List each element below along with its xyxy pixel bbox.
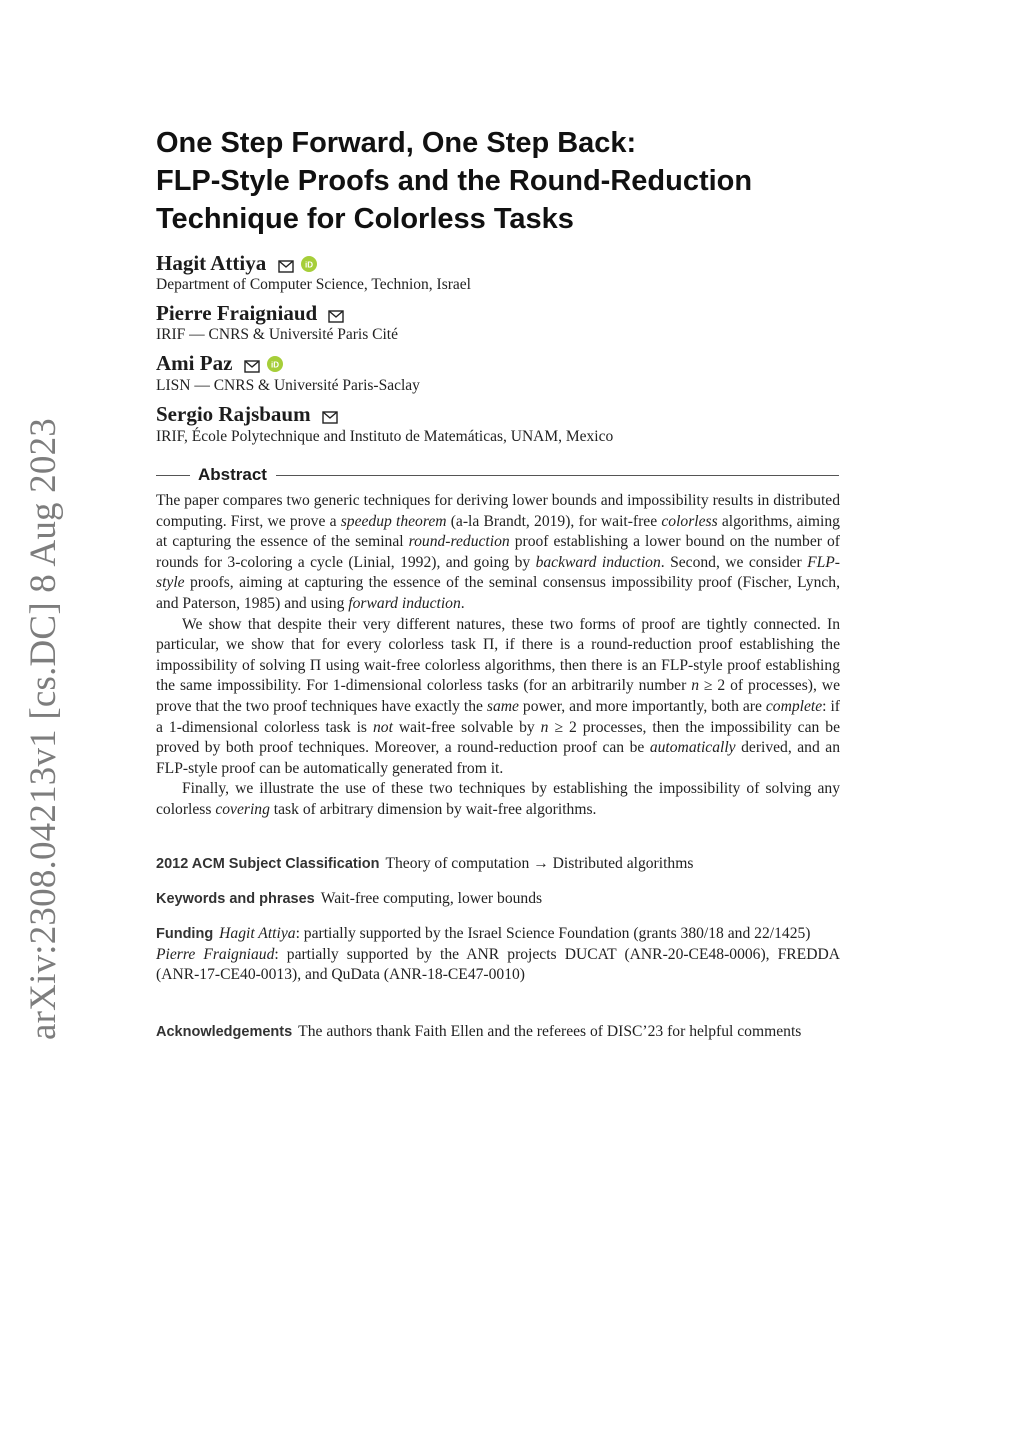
author-name bbox=[156, 402, 338, 428]
title-line-2: FLP-Style Proofs and the Round-Reduction bbox=[156, 165, 753, 197]
abstract-paragraph-3: Finally, we illustrate the use of these two techniques by establishing the impossibility of solving any colorless covering task of arbitrary dimension by wait-free algorithms. bbox=[156, 780, 840, 818]
abstract-rule-right bbox=[276, 475, 839, 476]
acm-classification bbox=[156, 854, 840, 875]
arxiv-identifier: arXiv:2308.04213v1 [cs.DC] 8 Aug 2023 bbox=[23, 418, 64, 1040]
author-3-name: Ami Paz bbox=[156, 351, 233, 375]
envelope-icon[interactable] bbox=[328, 310, 344, 323]
orcid-icon[interactable] bbox=[267, 356, 283, 372]
envelope-icon[interactable] bbox=[322, 411, 338, 424]
author-name bbox=[156, 351, 283, 377]
abstract-paragraph-2: We show that despite their very different natures, these two forms of proof are tightly connected. In particular, we show that for every colorless task Π, if there is a round-reduction proof establishing the impossibility of solving Π using wait-free colorless algorithms, then there is an FLP-style proof establishing the same impossibility. For 1-dimensional colorless tasks (for an arbitrarily number n ≥ 2 of processes), we prove that the two proof techniques have exactly the same power, and more importantly, both are complete: if a 1-dimensional colorless task is not wait-free solvable by n ≥ 2 processes, then the impossibility can be proved by both proof techniques. Moreover, a round-reduction proof can be automatically derived, and an FLP-style proof can be automatically generated from it. bbox=[156, 615, 841, 777]
keywords bbox=[156, 889, 840, 910]
author-1-affiliation: Department of Computer Science, Technion, Israel bbox=[156, 276, 471, 293]
funding-entry-1: Funding Hagit Attiya: partially supported by the Israel Science Foundation (grants 380/18 and 22/1425) bbox=[156, 925, 811, 942]
abstract-rule-left bbox=[156, 475, 190, 476]
funding bbox=[156, 924, 840, 986]
abstract-paragraph-1: The paper compares two generic techniques for deriving lower bounds and impossibility results in distributed computing. First, we prove a speedup theorem (a-la Brandt, 2019), for wait-free colorless algorithms, aiming at capturing the essence of the seminal round-reduction proof establishing a lower bound on the number of rounds for 3-coloring a cycle (Linial, 1992), and going by backward induction. Second, we consider FLP-style proofs, aiming at capturing the essence of the seminal consensus impossibility proof (Fischer, Lynch, and Paterson, 1985) and using forward induction. bbox=[156, 492, 840, 612]
acknowledgements-label: Acknowledgements bbox=[156, 1024, 293, 1040]
envelope-icon[interactable] bbox=[244, 360, 260, 373]
acknowledgements-text: The authors thank Faith Ellen and the referees of DISC’23 for helpful comments bbox=[298, 1023, 802, 1040]
orcid-icon[interactable] bbox=[301, 256, 317, 272]
author-2-name: Pierre Fraigniaud bbox=[156, 301, 318, 325]
abstract-heading: Abstract bbox=[198, 463, 267, 487]
keywords-label: Keywords and phrases bbox=[156, 891, 315, 907]
author-3-affiliation: LISN — CNRS & Université Paris-Saclay bbox=[156, 377, 420, 394]
svg-text:iD: iD bbox=[304, 260, 313, 270]
abstract-body bbox=[156, 491, 840, 821]
author-4-affiliation: IRIF, École Polytechnique and Instituto de Matemáticas, UNAM, Mexico bbox=[156, 428, 614, 445]
svg-text:iD: iD bbox=[270, 360, 279, 370]
acknowledgements bbox=[156, 1022, 840, 1043]
title-line-1: One Step Forward, One Step Back: bbox=[156, 127, 637, 159]
acm-text: Theory of computation → Distributed algorithms bbox=[385, 855, 694, 872]
funding-label: Funding bbox=[156, 926, 214, 942]
funding-entry-2: Pierre Fraigniaud: partially supported by the ANR projects DUCAT (ANR-20-CE48-0006), FREDDA (ANR-17-CE40-0013), and QuData (ANR-18-CE47-0010) bbox=[156, 945, 840, 984]
author-4-name: Sergio Rajsbaum bbox=[156, 402, 311, 426]
author-name bbox=[156, 301, 344, 327]
acm-label: 2012 ACM Subject Classification bbox=[156, 856, 380, 872]
title-line-3: Technique for Colorless Tasks bbox=[156, 203, 574, 235]
keywords-text: Wait-free computing, lower bounds bbox=[320, 890, 543, 907]
envelope-icon[interactable] bbox=[278, 260, 294, 273]
paper-title bbox=[156, 124, 856, 238]
author-2-affiliation: IRIF — CNRS & Université Paris Cité bbox=[156, 326, 398, 343]
author-name bbox=[156, 251, 317, 277]
author-1-name: Hagit Attiya bbox=[156, 251, 267, 275]
